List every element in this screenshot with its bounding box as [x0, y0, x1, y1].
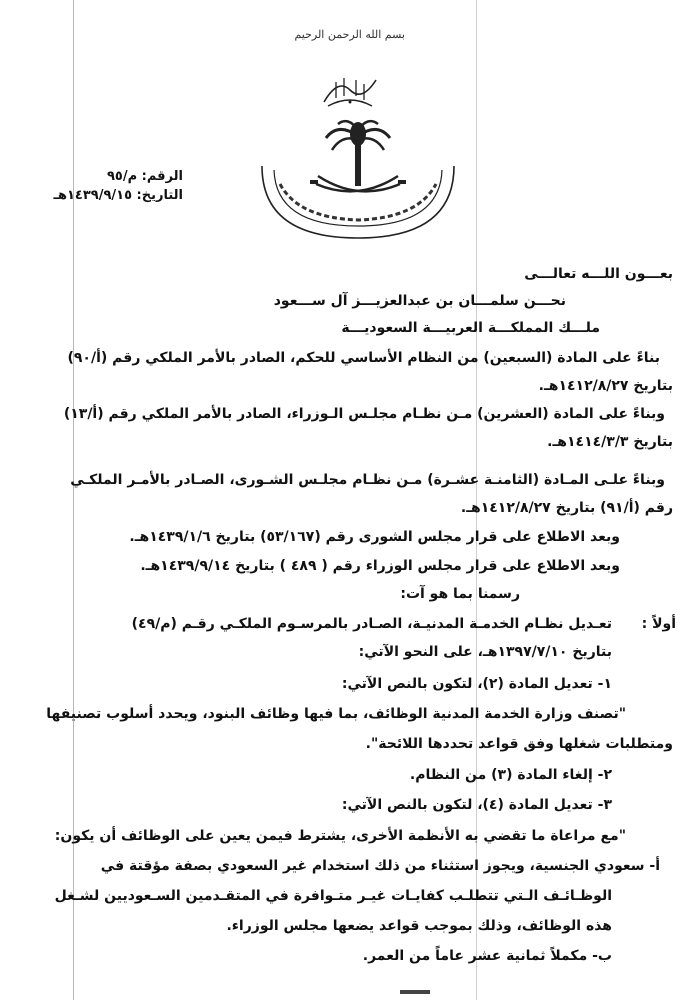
preamble-line: وبعد الاطلاع على قرار مجلس الوزراء رقم ( ٤٨٩ ) بتاريخ ١٤٣٩/٩/١٤هـ.	[140, 558, 620, 574]
preamble-line: رقم (أ/٩١) بتاريخ ١٤١٢/٨/٢٧هـ.	[460, 500, 673, 516]
article-label: أولاً :	[641, 616, 676, 632]
amendment-text: ومتطلبات شغلها وفق قواعد تحددها اللائحة".	[365, 736, 673, 752]
reference-number: الرقم: م/٩٥	[106, 169, 183, 184]
article-text: بتاريخ ١٣٩٧/٧/١٠هـ، على النحو الآتي:	[358, 644, 612, 660]
preamble-line: رسمنا بما هو آت:	[400, 586, 520, 602]
preamble-line: وبناءً على المادة (العشرين) مـن نظـام مجلـس الـوزراء، الصادر بالأمر الملكي رقم (أ/١٣)	[63, 406, 665, 422]
amendment-item: ٣- تعديل المادة (٤)، لتكون بالنص الآتي:	[341, 797, 612, 813]
preamble-line: وبعد الاطلاع على قرار مجلس الشورى رقم (٥٣/١٦٧) بتاريخ ١٤٣٩/١/٦هـ.	[129, 529, 620, 545]
amendment-text: الوظـائـف الـتي تتطلـب كفايـات غيـر متـوافرة في المتقـدمين السـعوديين لشـغل	[54, 888, 612, 904]
scan-mark	[400, 990, 430, 994]
amendment-text: "مع مراعاة ما تقضي به الأنظمة الأخرى، يشترط فيمن يعين على الوظائف أن يكون:	[54, 828, 626, 844]
king-name: نحـــن سلمـــان بن عبدالعزيـــز آل ســـعود	[273, 293, 566, 309]
amendment-item: ٢- إلغاء المادة (٣) من النظام.	[409, 767, 612, 783]
reference-date: التاريخ: ١٤٣٩/٩/١٥هـ	[53, 188, 183, 203]
saudi-emblem	[258, 114, 458, 242]
amendment-text: ب- مكملاً ثمانية عشر عاماً من العمر.	[362, 948, 612, 964]
king-title: ملـــك المملكـــة العربيـــة السعوديـــة	[341, 320, 600, 336]
amendment-text: "تصنف وزارة الخدمة المدنية الوظائف، بما فيها وظائف البنود، ويحدد أسلوب تصنيفها	[46, 706, 626, 722]
amendment-item: ١- تعديل المادة (٢)، لتكون بالنص الآتي:	[341, 676, 612, 692]
preamble-line: بتاريخ ١٤١٤/٣/٣هـ.	[547, 434, 673, 450]
shahada-calligraphy	[318, 72, 382, 110]
preamble-line: وبناءً علـى المـادة (الثامنـة عشـرة) مـن نظـام مجلـس الشـورى، الصـادر بالأمـر الملكـي	[70, 472, 665, 488]
basmala: بسم الله الرحمن الرحيم	[294, 28, 405, 41]
preamble-line: بتاريخ ١٤١٢/٨/٢٧هـ.	[538, 378, 673, 394]
preamble-line: بناءً على المادة (السبعين) من النظام الأساسي للحكم، الصادر بالأمر الملكي رقم (أ/٩٠)	[67, 350, 660, 366]
amendment-text: هذه الوظائف، وذلك بموجب قواعد يضعها مجلس الوزراء.	[226, 918, 612, 934]
amendment-text: أ- سعودي الجنسية، ويجوز استثناء من ذلك استخدام غير السعودي بصفة مؤقتة في	[100, 858, 660, 874]
article-text: تعـديل نظـام الخدمـة المدنيـة، الصـادر بالمرسـوم الملكـي رقـم (م/٤٩)	[131, 616, 612, 632]
opening-invocation: بعـــون اللـــه تعالـــى	[524, 266, 673, 282]
